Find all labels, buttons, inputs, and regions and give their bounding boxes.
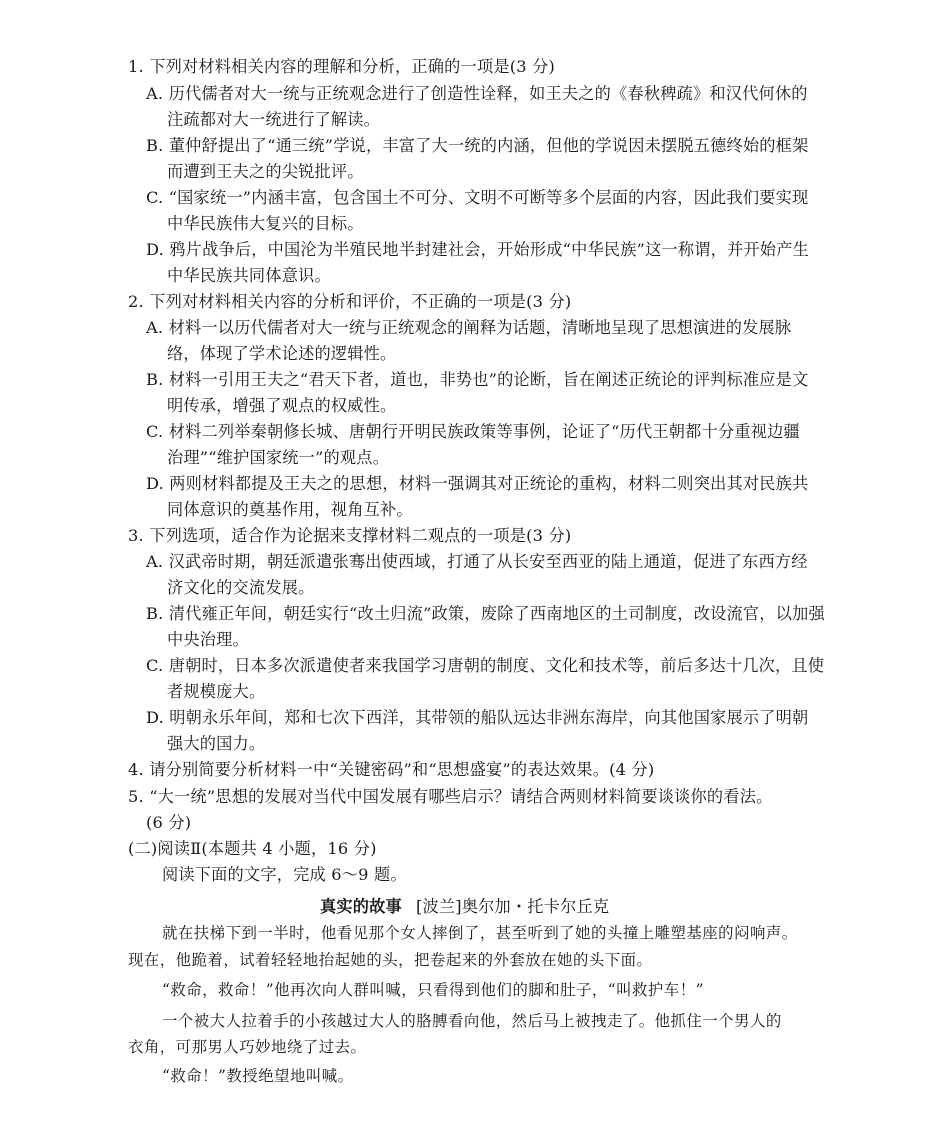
question-2-option-b: B. 材料一引用王夫之“君天下者，道也，非势也”的论断，旨在阐述正统论的评判标准应是文 xyxy=(146,370,809,389)
question-1-option-d: D. 鸦片战争后，中国沦为半殖民地半封建社会，开始形成“中华民族”这一称谓，并开始产生 xyxy=(146,240,809,259)
question-3-option-d: D. 明朝永乐年间，郑和七次下西洋，其带领的船队远达非洲东海岸，向其他国家展示了明朝 xyxy=(146,708,809,727)
story-line: 一个被大人拉着手的小孩越过大人的胳膊看向他，然后马上被拽走了。他抓住一个男人的 xyxy=(162,1012,782,1030)
question-2-option-d-cont: 同体意识的奠基作用，视角互补。 xyxy=(167,500,413,519)
question-1-option-c: C. “国家统一”内涵丰富，包含国土不可分、文明不可断等多个层面的内容，因此我们要实现 xyxy=(146,188,809,207)
question-1-stem: 1. 下列对材料相关内容的理解和分析，正确的一项是(3 分) xyxy=(128,57,555,76)
story-line: “救命！”教授绝望地叫喊。 xyxy=(162,1067,354,1085)
question-5: 5. “大一统”思想的发展对当代中国发展有哪些启示？请结合两则材料简要谈谈你的看法。 xyxy=(128,787,773,806)
story-author: [波兰]奥尔加・托卡尔丘克 xyxy=(415,897,610,916)
story-line: 就在扶梯下到一半时，他看见那个女人摔倒了，甚至听到了她的头撞上雕塑基座的闷响声。 xyxy=(162,924,798,942)
section-instruction: 阅读下面的文字，完成 6～9 题。 xyxy=(162,865,407,884)
question-2-option-d: D. 两则材料都提及王夫之的思想，材料一强调其对正统论的重构，材料二则突出其对民族共 xyxy=(146,474,809,493)
story-line: 衣角，可那男人巧妙地绕了过去。 xyxy=(128,1038,367,1056)
question-1-option-c-cont: 中华民族伟大复兴的目标。 xyxy=(167,214,364,233)
story-heading xyxy=(320,897,609,917)
question-2-option-c: C. 材料二列举秦朝修长城、唐朝行开明民族政策等事例，论证了“历代王朝都十分重视边疆 xyxy=(146,422,800,441)
question-3-option-c-cont: 者规模庞大。 xyxy=(167,682,266,701)
story-line: 现在，他跪着，试着轻轻地抬起她的头，把卷起来的外套放在她的头下面。 xyxy=(128,951,653,969)
question-3-option-a: A. 汉武帝时期，朝廷派遣张骞出使西域，打通了从长安至西亚的陆上通道，促进了东西方经 xyxy=(146,552,808,571)
question-3-option-c: C. 唐朝时，日本多次派遣使者来我国学习唐朝的制度、文化和技术等，前后多达十几次，且使 xyxy=(146,656,825,675)
question-2-option-c-cont: 治理”“维护国家统一”的观点。 xyxy=(167,448,390,467)
question-3-option-b: B. 清代雍正年间，朝廷实行“改土归流”政策，废除了西南地区的土司制度，改设流官，以加强 xyxy=(146,604,825,623)
question-2-stem: 2. 下列对材料相关内容的分析和评价，不正确的一项是(3 分) xyxy=(128,292,572,311)
question-2-option-a: A. 材料一以历代儒者对大一统与正统观念的阐释为话题，清晰地呈现了思想演进的发展脉 xyxy=(146,318,792,337)
section-title: (二)阅读Ⅱ(本题共 4 小题，16 分) xyxy=(128,839,377,858)
story-title: 真实的故事 xyxy=(320,897,402,916)
question-2-option-b-cont: 明传承，增强了观点的权威性。 xyxy=(167,396,397,415)
question-1-option-b: B. 董仲舒提出了“通三统”学说，丰富了大一统的内涵，但他的学说因未摆脱五德终始的框架 xyxy=(146,136,809,155)
question-1-option-a: A. 历代儒者对大一统与正统观念进行了创造性诠释，如王夫之的《春秋稗疏》和汉代何休的 xyxy=(146,84,808,103)
question-3-stem: 3. 下列选项，适合作为论据来支撑材料二观点的一项是(3 分) xyxy=(128,526,572,545)
question-4: 4. 请分别简要分析材料一中“关键密码”和“思想盛宴”的表达效果。(4 分) xyxy=(128,760,655,779)
question-3-option-b-cont: 中央治理。 xyxy=(167,630,249,649)
question-5-cont: (6 分) xyxy=(146,813,192,832)
question-1-option-a-cont: 注疏都对大一统进行了解读。 xyxy=(167,110,381,129)
story-line: “救命，救命！”他再次向人群叫喊，只看得到他们的脚和肚子，“叫救护车！” xyxy=(162,981,704,999)
question-2-option-a-cont: 络，体现了学术论述的逻辑性。 xyxy=(167,344,397,363)
question-1-option-b-cont: 而遭到王夫之的尖锐批评。 xyxy=(167,162,364,181)
question-3-option-d-cont: 强大的国力。 xyxy=(167,734,266,753)
question-1-option-d-cont: 中华民族共同体意识。 xyxy=(167,266,331,285)
question-3-option-a-cont: 济文化的交流发展。 xyxy=(167,578,315,597)
